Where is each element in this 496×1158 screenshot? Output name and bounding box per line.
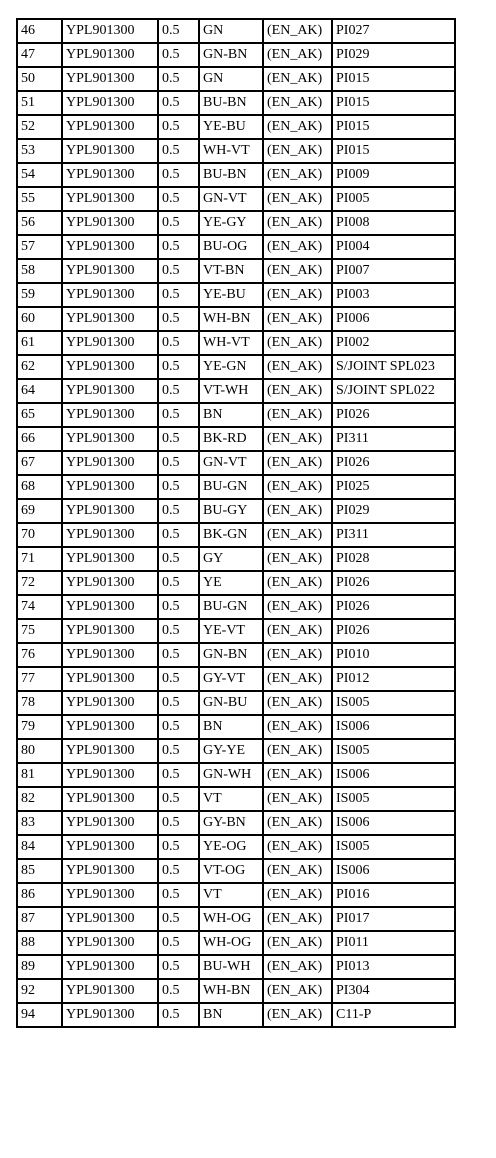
- wire-color-cell: GY-VT: [199, 667, 263, 691]
- part-number-cell: YPL901300: [62, 91, 158, 115]
- table-row: [17, 475, 455, 499]
- wire-color-cell: BK-GN: [199, 523, 263, 547]
- part-number-cell: YPL901300: [62, 883, 158, 907]
- table-row: [17, 235, 455, 259]
- wire-size-cell: 0.5: [158, 211, 199, 235]
- wire-number-cell: 77: [17, 667, 62, 691]
- circuit-code-cell: (EN_AK): [263, 43, 332, 67]
- wire-number-cell: 51: [17, 91, 62, 115]
- part-number-cell: YPL901300: [62, 979, 158, 1003]
- part-number-cell: YPL901300: [62, 907, 158, 931]
- wire-number-cell: 58: [17, 259, 62, 283]
- wire-color-cell: GN: [199, 19, 263, 43]
- wire-color-cell: GN: [199, 67, 263, 91]
- wire-size-cell: 0.5: [158, 835, 199, 859]
- wire-number-cell: 57: [17, 235, 62, 259]
- part-number-cell: YPL901300: [62, 19, 158, 43]
- part-number-cell: YPL901300: [62, 331, 158, 355]
- destination-cell: PI304: [332, 979, 455, 1003]
- wire-number-cell: 78: [17, 691, 62, 715]
- wire-size-cell: 0.5: [158, 139, 199, 163]
- wire-color-cell: GN-BU: [199, 691, 263, 715]
- part-number-cell: YPL901300: [62, 379, 158, 403]
- part-number-cell: YPL901300: [62, 475, 158, 499]
- wire-size-cell: 0.5: [158, 715, 199, 739]
- wire-size-cell: 0.5: [158, 955, 199, 979]
- wire-size-cell: 0.5: [158, 355, 199, 379]
- wire-color-cell: WH-BN: [199, 307, 263, 331]
- table-row: [17, 979, 455, 1003]
- table-row: [17, 571, 455, 595]
- table-row: [17, 931, 455, 955]
- part-number-cell: YPL901300: [62, 115, 158, 139]
- destination-cell: PI011: [332, 931, 455, 955]
- table-row: [17, 691, 455, 715]
- wire-color-cell: WH-OG: [199, 907, 263, 931]
- wire-color-cell: YE: [199, 571, 263, 595]
- table-row: [17, 763, 455, 787]
- circuit-code-cell: (EN_AK): [263, 691, 332, 715]
- part-number-cell: YPL901300: [62, 67, 158, 91]
- wire-color-cell: YE-VT: [199, 619, 263, 643]
- wire-color-cell: WH-VT: [199, 139, 263, 163]
- destination-cell: IS005: [332, 691, 455, 715]
- wire-number-cell: 88: [17, 931, 62, 955]
- wire-color-cell: BK-RD: [199, 427, 263, 451]
- table-row: [17, 163, 455, 187]
- circuit-code-cell: (EN_AK): [263, 499, 332, 523]
- wire-color-cell: WH-VT: [199, 331, 263, 355]
- wire-color-cell: BU-GN: [199, 595, 263, 619]
- table-row: [17, 715, 455, 739]
- table-row: [17, 427, 455, 451]
- part-number-cell: YPL901300: [62, 547, 158, 571]
- destination-cell: C11-P: [332, 1003, 455, 1027]
- wire-number-cell: 62: [17, 355, 62, 379]
- part-number-cell: YPL901300: [62, 1003, 158, 1027]
- wire-size-cell: 0.5: [158, 379, 199, 403]
- circuit-code-cell: (EN_AK): [263, 859, 332, 883]
- part-number-cell: YPL901300: [62, 811, 158, 835]
- table-row: [17, 451, 455, 475]
- destination-cell: PI016: [332, 883, 455, 907]
- table-row: [17, 1003, 455, 1027]
- table-row: [17, 331, 455, 355]
- part-number-cell: YPL901300: [62, 523, 158, 547]
- destination-cell: PI015: [332, 67, 455, 91]
- circuit-code-cell: (EN_AK): [263, 979, 332, 1003]
- table-row: [17, 739, 455, 763]
- wire-size-cell: 0.5: [158, 67, 199, 91]
- wire-color-cell: BU-WH: [199, 955, 263, 979]
- part-number-cell: YPL901300: [62, 931, 158, 955]
- wire-color-cell: GY: [199, 547, 263, 571]
- destination-cell: PI311: [332, 523, 455, 547]
- wire-number-cell: 65: [17, 403, 62, 427]
- circuit-code-cell: (EN_AK): [263, 19, 332, 43]
- destination-cell: PI029: [332, 499, 455, 523]
- part-number-cell: YPL901300: [62, 619, 158, 643]
- table-row: [17, 283, 455, 307]
- wire-size-cell: 0.5: [158, 907, 199, 931]
- destination-cell: PI026: [332, 403, 455, 427]
- circuit-code-cell: (EN_AK): [263, 355, 332, 379]
- part-number-cell: YPL901300: [62, 859, 158, 883]
- part-number-cell: YPL901300: [62, 499, 158, 523]
- table-row: [17, 859, 455, 883]
- wire-size-cell: 0.5: [158, 115, 199, 139]
- circuit-code-cell: (EN_AK): [263, 763, 332, 787]
- circuit-code-cell: (EN_AK): [263, 907, 332, 931]
- wire-color-cell: VT-OG: [199, 859, 263, 883]
- destination-cell: IS006: [332, 763, 455, 787]
- wire-color-cell: GN-BN: [199, 43, 263, 67]
- part-number-cell: YPL901300: [62, 667, 158, 691]
- wire-number-cell: 59: [17, 283, 62, 307]
- wire-size-cell: 0.5: [158, 427, 199, 451]
- circuit-code-cell: (EN_AK): [263, 811, 332, 835]
- circuit-code-cell: (EN_AK): [263, 595, 332, 619]
- wire-number-cell: 75: [17, 619, 62, 643]
- destination-cell: IS005: [332, 739, 455, 763]
- circuit-code-cell: (EN_AK): [263, 331, 332, 355]
- wire-size-cell: 0.5: [158, 43, 199, 67]
- wire-number-cell: 72: [17, 571, 62, 595]
- part-number-cell: YPL901300: [62, 163, 158, 187]
- wire-color-cell: YE-BU: [199, 115, 263, 139]
- wire-color-cell: BN: [199, 403, 263, 427]
- wire-color-cell: BU-BN: [199, 163, 263, 187]
- table-row: [17, 667, 455, 691]
- table-row: [17, 835, 455, 859]
- wire-size-cell: 0.5: [158, 163, 199, 187]
- circuit-code-cell: (EN_AK): [263, 955, 332, 979]
- destination-cell: PI015: [332, 91, 455, 115]
- table-row: [17, 907, 455, 931]
- destination-cell: PI026: [332, 451, 455, 475]
- part-number-cell: YPL901300: [62, 355, 158, 379]
- circuit-code-cell: (EN_AK): [263, 211, 332, 235]
- wire-size-cell: 0.5: [158, 19, 199, 43]
- wire-number-cell: 86: [17, 883, 62, 907]
- table-row: [17, 187, 455, 211]
- part-number-cell: YPL901300: [62, 787, 158, 811]
- wire-number-cell: 82: [17, 787, 62, 811]
- wire-number-cell: 60: [17, 307, 62, 331]
- circuit-code-cell: (EN_AK): [263, 307, 332, 331]
- circuit-code-cell: (EN_AK): [263, 259, 332, 283]
- destination-cell: PI003: [332, 283, 455, 307]
- wire-size-cell: 0.5: [158, 235, 199, 259]
- wire-color-cell: BU-OG: [199, 235, 263, 259]
- table-row: [17, 643, 455, 667]
- part-number-cell: YPL901300: [62, 403, 158, 427]
- circuit-code-cell: (EN_AK): [263, 67, 332, 91]
- wire-number-cell: 74: [17, 595, 62, 619]
- destination-cell: PI008: [332, 211, 455, 235]
- circuit-code-cell: (EN_AK): [263, 787, 332, 811]
- wire-size-cell: 0.5: [158, 331, 199, 355]
- circuit-code-cell: (EN_AK): [263, 1003, 332, 1027]
- destination-cell: IS006: [332, 811, 455, 835]
- circuit-code-cell: (EN_AK): [263, 571, 332, 595]
- destination-cell: PI007: [332, 259, 455, 283]
- destination-cell: PI010: [332, 643, 455, 667]
- destination-cell: PI028: [332, 547, 455, 571]
- wire-size-cell: 0.5: [158, 763, 199, 787]
- table-row: [17, 67, 455, 91]
- wire-size-cell: 0.5: [158, 283, 199, 307]
- wire-size-cell: 0.5: [158, 307, 199, 331]
- wire-size-cell: 0.5: [158, 787, 199, 811]
- wire-number-cell: 76: [17, 643, 62, 667]
- part-number-cell: YPL901300: [62, 43, 158, 67]
- circuit-code-cell: (EN_AK): [263, 91, 332, 115]
- wire-size-cell: 0.5: [158, 451, 199, 475]
- part-number-cell: YPL901300: [62, 835, 158, 859]
- wire-size-cell: 0.5: [158, 91, 199, 115]
- wire-color-cell: BN: [199, 1003, 263, 1027]
- wire-color-cell: BU-BN: [199, 91, 263, 115]
- destination-cell: PI026: [332, 619, 455, 643]
- destination-cell: PI006: [332, 307, 455, 331]
- circuit-code-cell: (EN_AK): [263, 739, 332, 763]
- wire-color-cell: GN-WH: [199, 763, 263, 787]
- wire-number-cell: 84: [17, 835, 62, 859]
- circuit-code-cell: (EN_AK): [263, 451, 332, 475]
- part-number-cell: YPL901300: [62, 739, 158, 763]
- wire-size-cell: 0.5: [158, 667, 199, 691]
- wire-size-cell: 0.5: [158, 1003, 199, 1027]
- wire-number-cell: 52: [17, 115, 62, 139]
- destination-cell: IS006: [332, 859, 455, 883]
- part-number-cell: YPL901300: [62, 595, 158, 619]
- destination-cell: S/JOINT SPL022: [332, 379, 455, 403]
- wire-color-cell: BN: [199, 715, 263, 739]
- circuit-code-cell: (EN_AK): [263, 835, 332, 859]
- wire-number-cell: 61: [17, 331, 62, 355]
- table-row: [17, 883, 455, 907]
- destination-cell: PI017: [332, 907, 455, 931]
- circuit-code-cell: (EN_AK): [263, 619, 332, 643]
- destination-cell: PI002: [332, 331, 455, 355]
- circuit-code-cell: (EN_AK): [263, 931, 332, 955]
- table-row: [17, 619, 455, 643]
- wire-number-cell: 64: [17, 379, 62, 403]
- table-row: [17, 19, 455, 43]
- wire-number-cell: 80: [17, 739, 62, 763]
- wire-number-cell: 87: [17, 907, 62, 931]
- part-number-cell: YPL901300: [62, 691, 158, 715]
- wire-size-cell: 0.5: [158, 931, 199, 955]
- part-number-cell: YPL901300: [62, 763, 158, 787]
- circuit-code-cell: (EN_AK): [263, 235, 332, 259]
- wire-size-cell: 0.5: [158, 739, 199, 763]
- wire-number-cell: 70: [17, 523, 62, 547]
- table-row: [17, 811, 455, 835]
- wire-number-cell: 81: [17, 763, 62, 787]
- circuit-code-cell: (EN_AK): [263, 667, 332, 691]
- circuit-code-cell: (EN_AK): [263, 715, 332, 739]
- circuit-code-cell: (EN_AK): [263, 883, 332, 907]
- wire-number-cell: 69: [17, 499, 62, 523]
- destination-cell: PI026: [332, 571, 455, 595]
- wire-number-cell: 89: [17, 955, 62, 979]
- wire-size-cell: 0.5: [158, 643, 199, 667]
- circuit-code-cell: (EN_AK): [263, 643, 332, 667]
- circuit-code-cell: (EN_AK): [263, 163, 332, 187]
- wire-number-cell: 55: [17, 187, 62, 211]
- destination-cell: PI027: [332, 19, 455, 43]
- wire-size-cell: 0.5: [158, 547, 199, 571]
- part-number-cell: YPL901300: [62, 283, 158, 307]
- destination-cell: PI013: [332, 955, 455, 979]
- part-number-cell: YPL901300: [62, 307, 158, 331]
- wire-number-cell: 46: [17, 19, 62, 43]
- circuit-code-cell: (EN_AK): [263, 403, 332, 427]
- wire-color-cell: YE-BU: [199, 283, 263, 307]
- wire-color-cell: VT: [199, 787, 263, 811]
- wire-color-cell: GN-VT: [199, 187, 263, 211]
- table-row: [17, 547, 455, 571]
- wire-color-cell: GY-BN: [199, 811, 263, 835]
- wire-number-cell: 53: [17, 139, 62, 163]
- table-row: [17, 259, 455, 283]
- wire-color-cell: BU-GY: [199, 499, 263, 523]
- wire-size-cell: 0.5: [158, 619, 199, 643]
- part-number-cell: YPL901300: [62, 211, 158, 235]
- table-row: [17, 523, 455, 547]
- circuit-code-cell: (EN_AK): [263, 187, 332, 211]
- wire-number-cell: 67: [17, 451, 62, 475]
- table-row: [17, 379, 455, 403]
- table-row: [17, 139, 455, 163]
- part-number-cell: YPL901300: [62, 955, 158, 979]
- table-row: [17, 499, 455, 523]
- wire-color-cell: GY-YE: [199, 739, 263, 763]
- wire-number-cell: 68: [17, 475, 62, 499]
- wire-number-cell: 83: [17, 811, 62, 835]
- part-number-cell: YPL901300: [62, 451, 158, 475]
- part-number-cell: YPL901300: [62, 235, 158, 259]
- destination-cell: S/JOINT SPL023: [332, 355, 455, 379]
- wiring-table: [16, 18, 456, 1028]
- wire-size-cell: 0.5: [158, 187, 199, 211]
- wiring-table-body: [17, 19, 455, 1027]
- wire-color-cell: YE-GY: [199, 211, 263, 235]
- wire-number-cell: 50: [17, 67, 62, 91]
- wire-color-cell: VT: [199, 883, 263, 907]
- wire-color-cell: WH-OG: [199, 931, 263, 955]
- wire-size-cell: 0.5: [158, 523, 199, 547]
- wire-number-cell: 94: [17, 1003, 62, 1027]
- destination-cell: PI029: [332, 43, 455, 67]
- wire-color-cell: GN-BN: [199, 643, 263, 667]
- wire-size-cell: 0.5: [158, 811, 199, 835]
- wire-size-cell: 0.5: [158, 571, 199, 595]
- wire-size-cell: 0.5: [158, 499, 199, 523]
- destination-cell: PI012: [332, 667, 455, 691]
- destination-cell: PI015: [332, 115, 455, 139]
- wire-number-cell: 71: [17, 547, 62, 571]
- wire-color-cell: WH-BN: [199, 979, 263, 1003]
- part-number-cell: YPL901300: [62, 643, 158, 667]
- wire-number-cell: 47: [17, 43, 62, 67]
- wire-size-cell: 0.5: [158, 691, 199, 715]
- wire-size-cell: 0.5: [158, 475, 199, 499]
- part-number-cell: YPL901300: [62, 259, 158, 283]
- circuit-code-cell: (EN_AK): [263, 283, 332, 307]
- wire-number-cell: 79: [17, 715, 62, 739]
- wire-color-cell: VT-BN: [199, 259, 263, 283]
- part-number-cell: YPL901300: [62, 187, 158, 211]
- circuit-code-cell: (EN_AK): [263, 379, 332, 403]
- wire-size-cell: 0.5: [158, 259, 199, 283]
- table-row: [17, 211, 455, 235]
- wire-color-cell: VT-WH: [199, 379, 263, 403]
- part-number-cell: YPL901300: [62, 139, 158, 163]
- destination-cell: PI015: [332, 139, 455, 163]
- table-row: [17, 355, 455, 379]
- wire-number-cell: 92: [17, 979, 62, 1003]
- wire-color-cell: YE-OG: [199, 835, 263, 859]
- table-row: [17, 595, 455, 619]
- wire-number-cell: 56: [17, 211, 62, 235]
- table-row: [17, 307, 455, 331]
- wire-size-cell: 0.5: [158, 403, 199, 427]
- circuit-code-cell: (EN_AK): [263, 427, 332, 451]
- part-number-cell: YPL901300: [62, 571, 158, 595]
- table-row: [17, 955, 455, 979]
- part-number-cell: YPL901300: [62, 715, 158, 739]
- destination-cell: IS006: [332, 715, 455, 739]
- wire-size-cell: 0.5: [158, 883, 199, 907]
- destination-cell: PI026: [332, 595, 455, 619]
- table-row: [17, 115, 455, 139]
- destination-cell: PI025: [332, 475, 455, 499]
- destination-cell: PI311: [332, 427, 455, 451]
- circuit-code-cell: (EN_AK): [263, 475, 332, 499]
- wiring-table-page: [16, 18, 456, 1028]
- wire-color-cell: YE-GN: [199, 355, 263, 379]
- wire-size-cell: 0.5: [158, 859, 199, 883]
- destination-cell: PI005: [332, 187, 455, 211]
- part-number-cell: YPL901300: [62, 427, 158, 451]
- circuit-code-cell: (EN_AK): [263, 523, 332, 547]
- wire-color-cell: GN-VT: [199, 451, 263, 475]
- wire-size-cell: 0.5: [158, 595, 199, 619]
- circuit-code-cell: (EN_AK): [263, 139, 332, 163]
- table-row: [17, 787, 455, 811]
- wire-color-cell: BU-GN: [199, 475, 263, 499]
- destination-cell: IS005: [332, 835, 455, 859]
- circuit-code-cell: (EN_AK): [263, 115, 332, 139]
- table-row: [17, 43, 455, 67]
- table-row: [17, 403, 455, 427]
- wire-size-cell: 0.5: [158, 979, 199, 1003]
- circuit-code-cell: (EN_AK): [263, 547, 332, 571]
- destination-cell: PI004: [332, 235, 455, 259]
- wire-number-cell: 54: [17, 163, 62, 187]
- wire-number-cell: 66: [17, 427, 62, 451]
- wire-number-cell: 85: [17, 859, 62, 883]
- table-row: [17, 91, 455, 115]
- destination-cell: IS005: [332, 787, 455, 811]
- destination-cell: PI009: [332, 163, 455, 187]
